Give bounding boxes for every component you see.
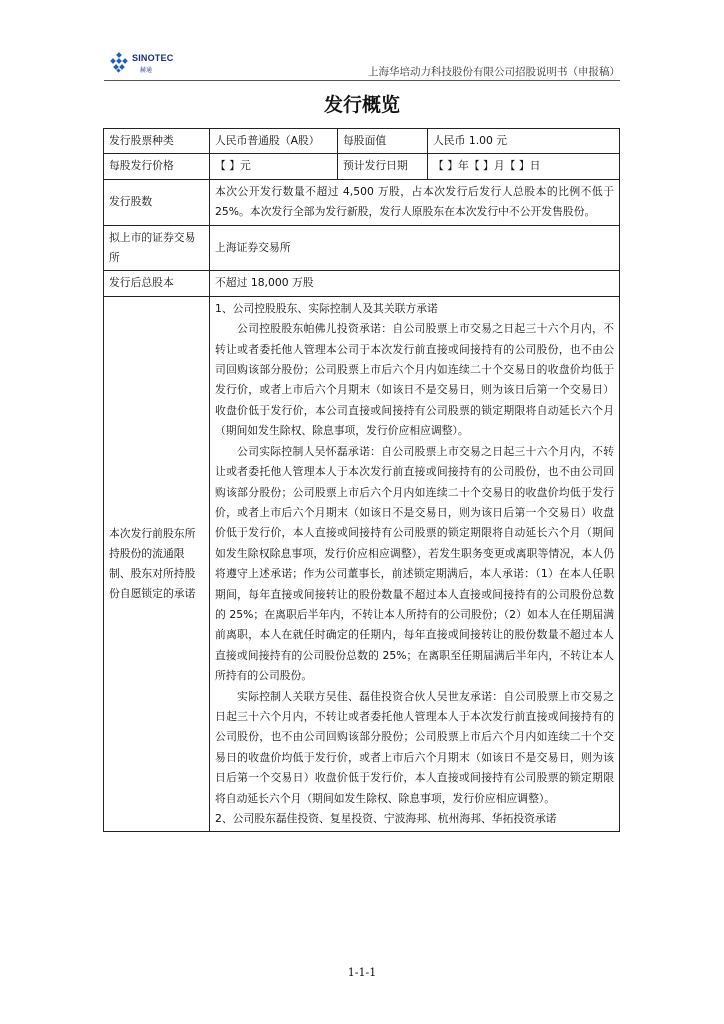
- table-row: [104, 179, 620, 225]
- cell-paragraph: 公司控股股东帕佛儿投资承诺：自公司股票上市交易之日起三十六个月内，不转让或者委托他人管理本公司于本次发行前直接或间接持有的公司股份，也不由公司回购该部分股份；公司股票上市后六个月内如连续二十个交易日的收盘价均低于发行价，或者上市后六个月期末（如该日不是交易日，则为该日后第一个交易日）收盘价低于发行价，本公司直接或间接持有公司股票的锁定期限将自动延长六个月（期间如发生除权、除息事项，发行价应相应调整）。: [215, 322, 614, 438]
- page-number: 1-1-1: [347, 966, 377, 979]
- table-cell-value: [210, 179, 620, 225]
- header-title: 上海华培动力科技股份有限公司招股说明书（申报稿）: [368, 66, 620, 78]
- logo-brand-cn: 赫通: [140, 68, 153, 74]
- logo-brand-text: SINOTEC: [132, 53, 174, 63]
- table-cell-value: 上海证券交易所: [210, 225, 620, 271]
- table-row: [104, 271, 620, 296]
- table-cell-value: 【 】元: [210, 154, 338, 179]
- table-row: [104, 129, 620, 154]
- cell-paragraph: 公司实际控制人吴怀磊承诺：自公司股票上市交易之日起三十六个月内，不转让或者委托他人管理本人于本次发行前直接或间接持有的公司股份，也不由公司回购该部分股份；公司股票上市后六个月内如连续二十个交易日的收盘价均低于发行价，或者上市后六个月期末（如该日不是交易日，则为该日后第一个交易日）收盘价低于发行价，本人直接或间接持有公司股票的锁定期限将自动延长六个月（期间如发生除权除息事项，发行价应相应调整），若发生职务变更或离职等情况，本人仍将遵守上述承诺；作为公司董事长，前述锁定期满后，本人承诺：（1）在本人任职期间，每年直接或间接转让的股份数量不超过本人直接或间接持有的公司股份总数的 25%；在离职后半年内，不转让本人所持有的公司股份；（2）如本人在任期届满前离职，本人在就任时确定的任期内，每年直接或间接转让的股份数量不超过本人直接或间接持有的公司股份总数的 25%；在离职至任期届满后半年内，不转让本人所持有的公司股份。: [215, 444, 614, 683]
- table-cell-label: 预计发行日期: [338, 154, 428, 179]
- table-cell-value: 不超过 18,000 万股: [210, 271, 620, 296]
- table-cell-label: 发行股数: [104, 179, 210, 225]
- cell-paragraph: 1、公司控股股东、实际控制人及其关联方承诺: [215, 301, 438, 315]
- page-title: 发行概览: [323, 94, 400, 116]
- table-cell-label: 每股发行价格: [104, 154, 210, 179]
- logo-mark-icon: [108, 52, 130, 74]
- table-cell-value: 人民币 1.00 元: [428, 129, 620, 154]
- cell-paragraph: 本次公开发行数量不超过 4,500 万股，占本次发行后发行人总股本的比例不低于 25%。本次发行全部为发行新股，发行人原股东在本次发行中不公开发售股份。: [215, 184, 614, 219]
- company-logo: [108, 50, 188, 76]
- cell-paragraph: 实际控制人关联方吴佳、磊佳投资合伙人吴世友承诺：自公司股票上市交易之日起三十六个月内，不转让或者委托他人管理本人于本次发行前直接或间接持有的公司股份，也不由公司回购该部分股份；公司股票上市后六个月内如连续二十个交易日的收盘价均低于发行价，或者上市后六个月期末（如该日不是交易日，则为该日后第一个交易日）收盘价低于发行价，本人直接或间接持有公司股票的锁定期限将自动延长六个月（期间如发生除权、除息事项，发行价应相应调整）。: [215, 689, 614, 805]
- table-cell-value: 人民币普通股（A股）: [210, 129, 338, 154]
- table-cell-label: 发行后总股本: [104, 271, 210, 296]
- table-cell-label: 本次发行前股东所持股份的流通限制、股东对所持股份自愿锁定的承诺: [104, 296, 210, 832]
- table-row: [104, 154, 620, 179]
- table-row: [104, 225, 620, 271]
- header-divider: [104, 80, 620, 81]
- cell-paragraph: 2、公司股东磊佳投资、复星投资、宁波海邦、杭州海邦、华拓投资承诺: [215, 812, 557, 825]
- table-cell-value: [210, 296, 620, 832]
- table-cell-label: 发行股票种类: [104, 129, 210, 154]
- table-row: [104, 296, 620, 832]
- table-cell-label: 每股面值: [338, 129, 428, 154]
- table-cell-value: 【 】年【 】月【 】日: [428, 154, 620, 179]
- offering-overview-table: [103, 128, 620, 832]
- table-cell-label: 拟上市的证券交易所: [104, 225, 210, 271]
